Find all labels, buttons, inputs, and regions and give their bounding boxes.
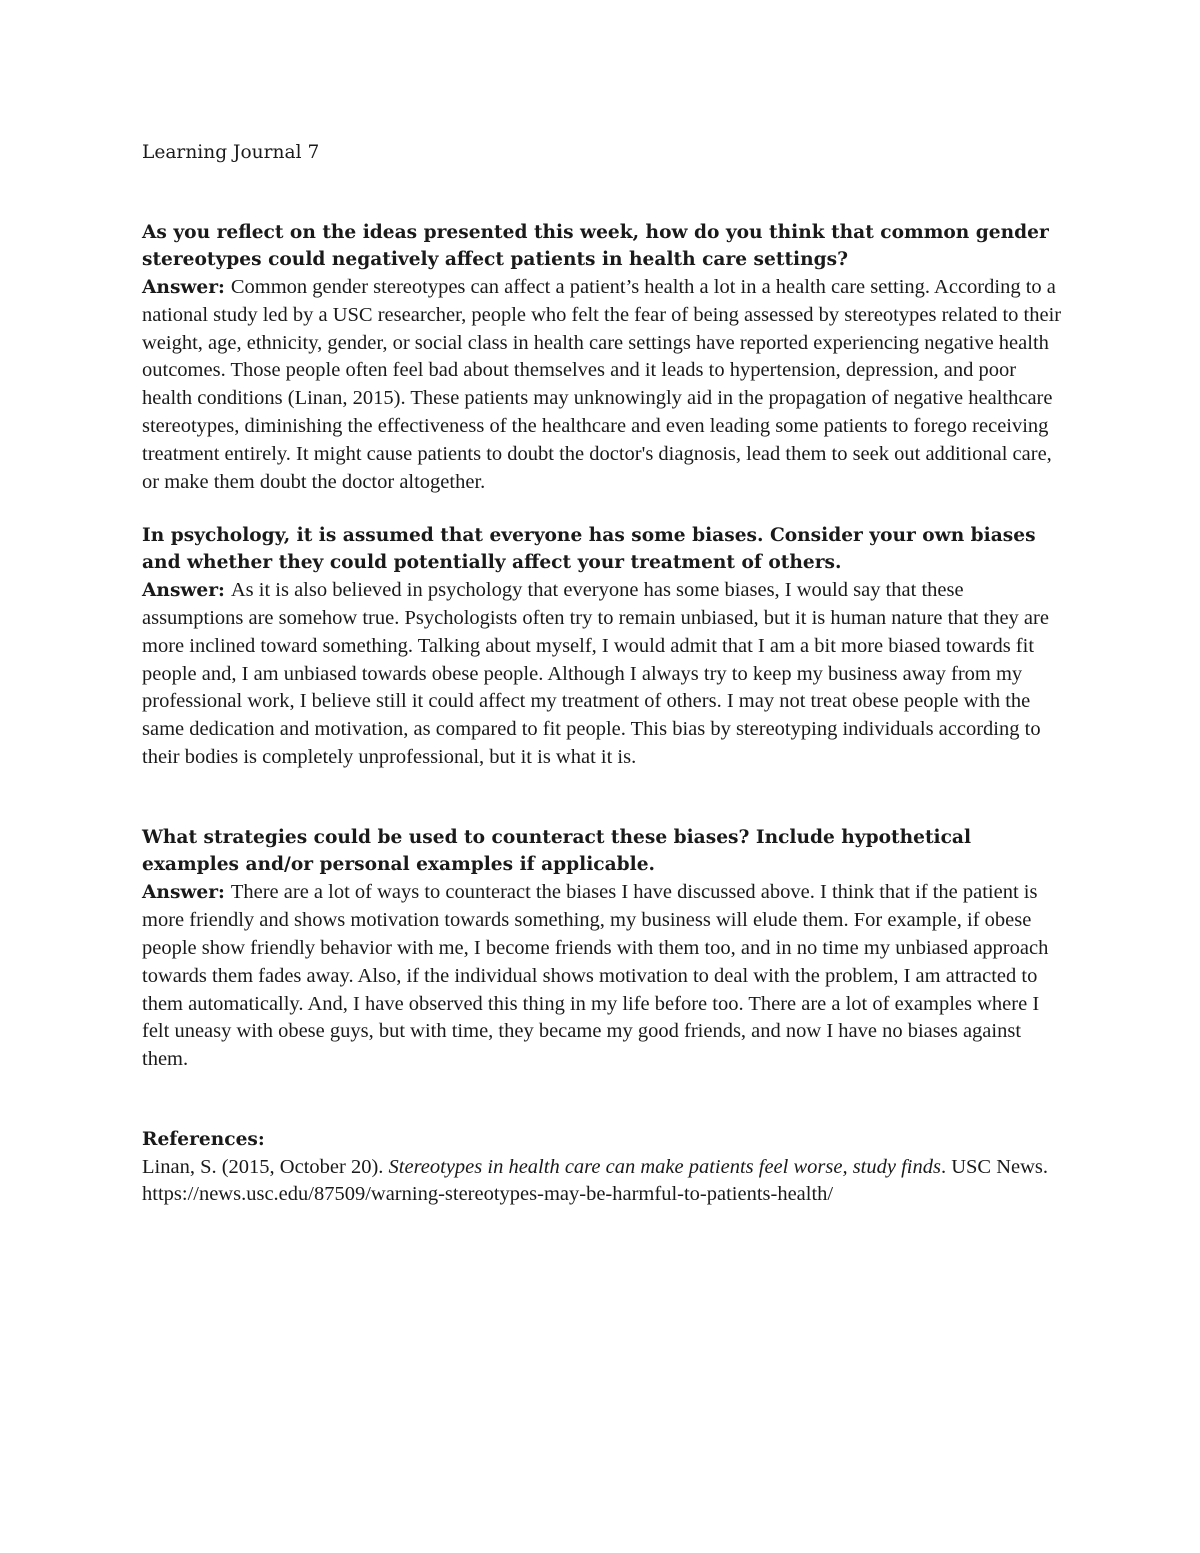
- answer-label: Answer:: [142, 276, 225, 298]
- answer-text: Common gender stereotypes can affect a patient’s health a lot in a health care setting. According to a national study led by a USC researcher, people who felt the fear of being assessed by stereotypes related to their weight, age, ethnicity, gender, or social class in health care settings have reported experiencing negative health outcomes. Those people often feel bad about themselves and it leads to hypertension, depression, and poor health conditions (Linan, 2015). These patients may unknowingly aid in the propagation of negative healthcare stereotypes, diminishing the effectiveness of the healthcare and even leading some patients to forego receiving treatment entirely. It might cause patients to doubt the doctor's diagnosis, lead them to seek out additional care, or make them doubt the doctor altogether.: [142, 275, 1062, 494]
- question-2: In psychology, it is assumed that everyone has some biases. Consider your own biases and whether they could potentially affect your treatment of others.: [142, 524, 1036, 573]
- reference-source-link[interactable]: . USC News. https://news.usc.edu/87509/warning-stereotypes-may-be-harmful-to-patients-health/: [142, 1156, 1049, 1206]
- journal-section-3: [142, 825, 1067, 1074]
- answer-text: There are a lot of ways to counteract the biases I have discussed above. I think that if the patient is more friendly and shows motivation towards something, my business will elude them. For example, if obese people show friendly behavior with me, I become friends with them too, and in no time my unbiased approach towards them fades away. Also, if the individual shows motivation to deal with the problem, I am attracted to them automatically. And, I have observed this thing in my life before too. There are a lot of examples where I felt uneasy with obese guys, but with time, they became my good friends, and now I have no biases against them.: [142, 880, 1049, 1071]
- journal-section-1: [142, 220, 1067, 497]
- journal-section-2: [142, 523, 1067, 772]
- document-page: [142, 140, 1067, 1208]
- references-heading: References:: [142, 1129, 265, 1151]
- answer-1: [142, 274, 1067, 497]
- references-section: [142, 1127, 1067, 1208]
- answer-3: [142, 879, 1067, 1074]
- answer-text: As it is also believed in psychology that everyone has some biases, I would say that these assumptions are somehow true. Psychologists often try to remain unbiased, but it is human nature that they are more inclined toward something. Talking about myself, I would admit that I am a bit more biased towards fit people and, I am unbiased towards obese people. Although I always try to keep my business away from my professional work, I believe still it could affect my treatment of others. I may not treat obese people with the same dedication and motivation, as compared to fit people. This bias by stereotyping individuals according to their bodies is completely unprofessional, but it is what it is.: [142, 578, 1049, 769]
- reference-author: Linan, S. (2015, October 20).: [142, 1156, 384, 1179]
- document-title: Learning Journal 7: [142, 142, 320, 163]
- reference-entry: [142, 1154, 1067, 1208]
- answer-label: Answer:: [142, 579, 225, 601]
- reference-title: Stereotypes in health care can make patients feel worse, study finds: [388, 1156, 941, 1179]
- answer-2: [142, 577, 1067, 772]
- answer-label: Answer:: [142, 881, 225, 903]
- question-1: As you reflect on the ideas presented this week, how do you think that common gender stereotypes could negatively affect patients in health care settings?: [142, 221, 1049, 270]
- question-3: What strategies could be used to counteract these biases? Include hypothetical examples and/or personal examples if applicable.: [142, 827, 972, 876]
